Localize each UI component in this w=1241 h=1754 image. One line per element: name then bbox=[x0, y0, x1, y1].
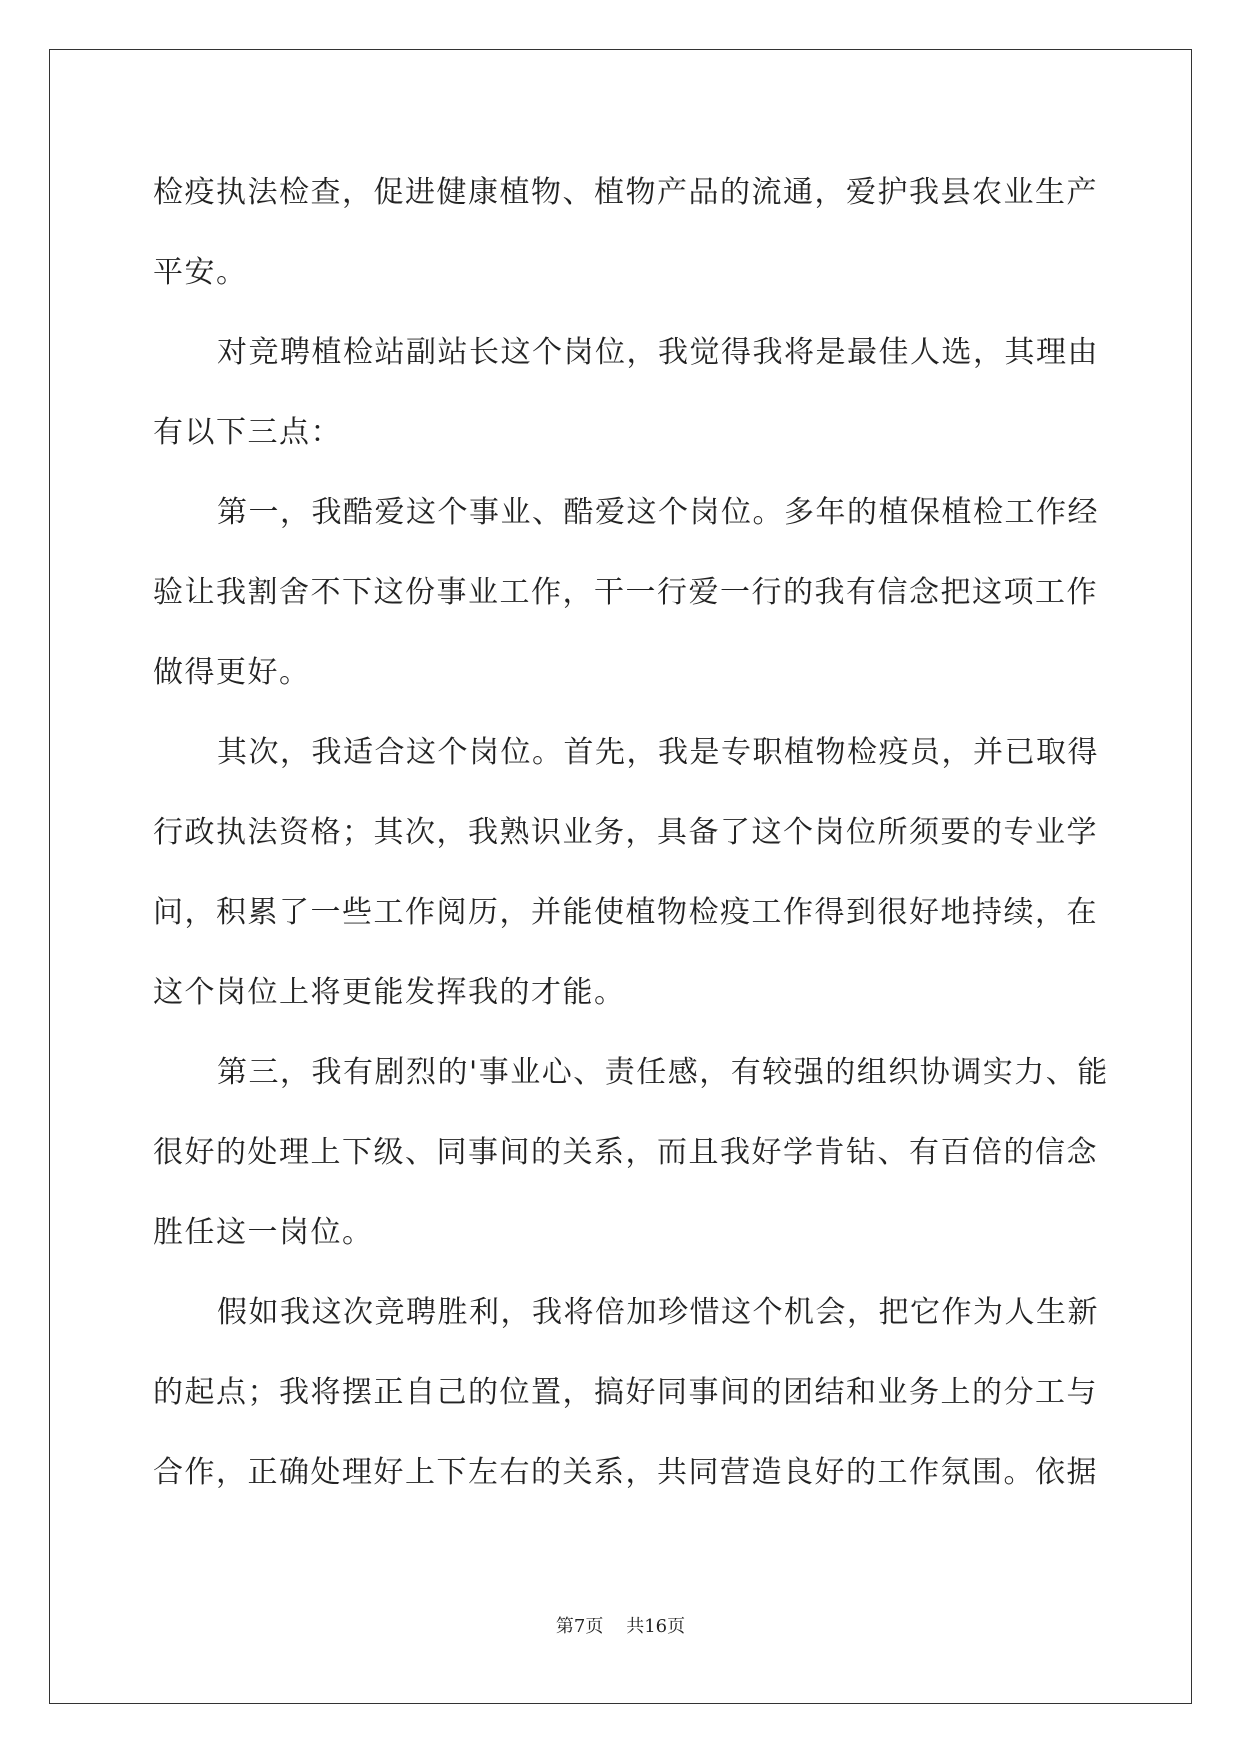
text-line: 做得更好。 bbox=[153, 655, 311, 690]
text-line: 合作，正确处理好上下左右的关系，共同营造良好的工作氛围。依据 bbox=[153, 1455, 1098, 1490]
text-line: 验让我割舍不下这份事业工作，干一行爱一行的我有信念把这项工作 bbox=[153, 575, 1098, 610]
page-footer bbox=[0, 1612, 1241, 1638]
text-line: 平安。 bbox=[153, 255, 248, 290]
text-line: 很好的处理上下级、同事间的关系，而且我好学肯钻、有百倍的信念 bbox=[153, 1135, 1098, 1170]
text-line: 胜任这一岗位。 bbox=[153, 1215, 374, 1250]
document-body bbox=[153, 153, 1109, 1513]
text-line: 的起点；我将摆正自己的位置，搞好同事间的团结和业务上的分工与 bbox=[153, 1375, 1098, 1410]
text-line: 问，积累了一些工作阅历，并能使植物检疫工作得到很好地持续，在 bbox=[153, 895, 1098, 930]
text-line: 行政执法资格；其次，我熟识业务，具备了这个岗位所须要的专业学 bbox=[153, 815, 1098, 850]
text-line: 假如我这次竞聘胜利，我将倍加珍惜这个机会，把它作为人生新 bbox=[217, 1295, 1099, 1330]
text-line: 其次，我适合这个岗位。首先，我是专职植物检疫员，并已取得 bbox=[217, 735, 1099, 770]
text-line: 第一，我酷爱这个事业、酷爱这个岗位。多年的植保植检工作经 bbox=[217, 495, 1099, 530]
text-line: 对竞聘植检站副站长这个岗位，我觉得我将是最佳人选，其理由 bbox=[217, 335, 1099, 370]
text-line: 第三，我有剧烈的'事业心、责任感，有较强的组织协调实力、能 bbox=[217, 1055, 1109, 1090]
text-line: 检疫执法检查，促进健康植物、植物产品的流通，爱护我县农业生产 bbox=[153, 175, 1098, 210]
text-line: 这个岗位上将更能发挥我的才能。 bbox=[153, 975, 626, 1010]
text-line: 有以下三点： bbox=[153, 415, 342, 450]
page-total: 共16页 bbox=[626, 1616, 686, 1637]
page-number: 第7页 bbox=[555, 1616, 604, 1637]
